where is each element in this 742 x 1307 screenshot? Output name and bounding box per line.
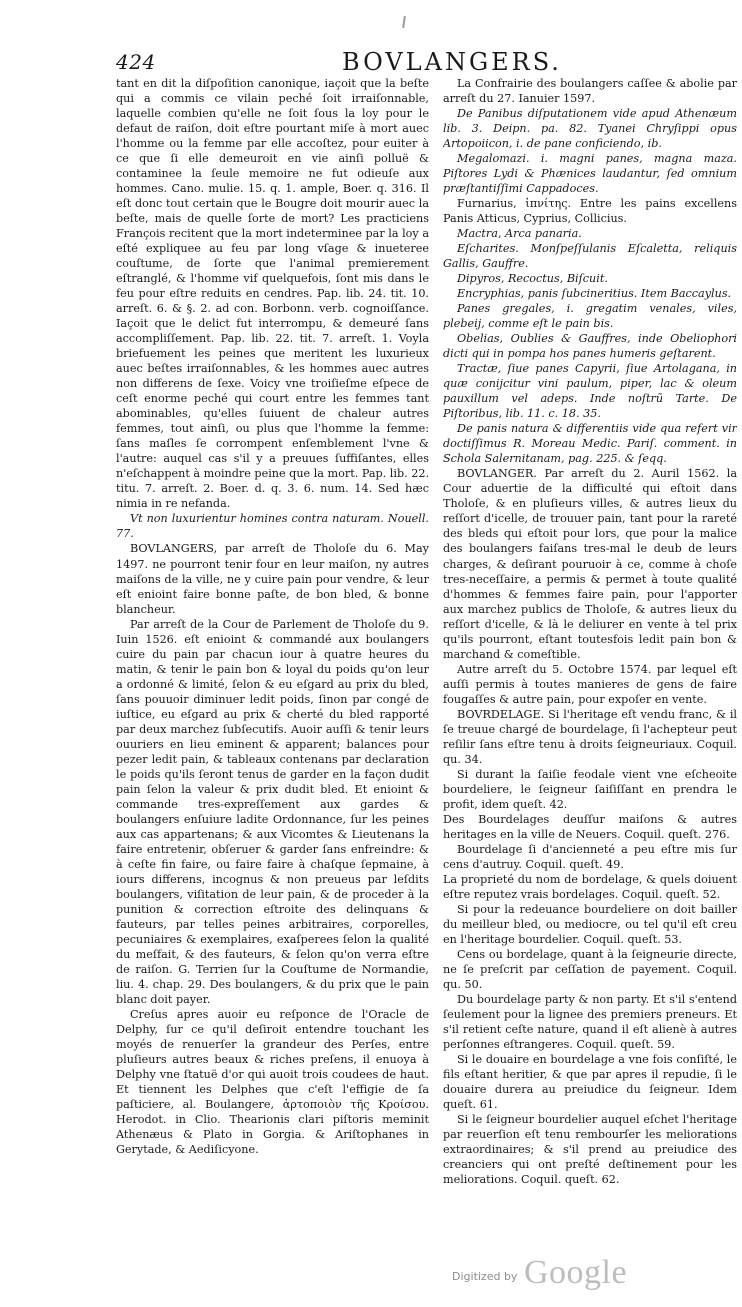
left-paragraph-5: Creſus apres auoir eu reſponce de l'Oracle de Delphy, ſur ce qu'il deſiroit entendre touchant les moyés de renuerſer la grandeur des Perſes, entre pluſieurs autres beaux & riches preſens, il enuoya à Delphy vne ſtatuë d'or qui auoit trois coudees de haut. Et tiennent les Delphes que c'eſt l'effigie de ſa paſticiere, al. Boulangere, ἀρτοποιὸν τῆς Κροίσου. Herodot. in Clio. Thearionis clari piſtoris meminit Athenæus & Plato in Gorgia. & Ariſtophanes in Gerytade, & Aediſicyone. (116, 1007, 429, 1157)
right-paragraph-16: Si durant la ſaiſie feodale vient vne eſcheoite bourdeliere, le ſeigneur ſaiſiſſant en prendra le profit, idem queſt. 42. (443, 767, 737, 811)
right-paragraph-15: BOVRDELAGE. Si l'heritage eſt vendu franc, & il ſe treuue chargé de bourdelage, ſi l'achepteur peut reſilir ſans eſtre tenu à droits ſeigneuriaux. Coquil. qu. 34. (443, 707, 737, 766)
left-paragraph-1: tant en dit la diſpoſition canonique, iaçoit que la beſte qui a commis ce vilain peché ſoit irraiſonnable, laquelle combien qu'elle ne ſoit ſous la loy pour le defaut de raiſon, doit eſtre pourtant miſe à mort auec l'homme ou la femme par elle accoſtez, pour euiter à ce que ſi elle demeuroit en vie ainſi polluë & contaminee la ſeule memoire ne fut odieuſe aux hommes. Cano. mulie. 15. q. 1. ample, Boer. q. 316. Il eſt donc tout certain que le Bougre doit mourir auec la beſte, mais de quelle ſorte de mort? Les practiciens François recitent que la mort indeterminee par la loy a eſté expliquee au feu par long vſage & inueteree couſtume, de ſorte que l'animal premierement eſtranglé, & l'homme vif quelquefois, ſont mis dans le feu pour eſtre reduits en cendres. Pap. lib. 24. tit. 10. arreſt. 6. & §. 2. ad con. Borbonn. verb. cognoiſſance. Iaçoit que le delict fut interrompu, & demeuré ſans accompliſſement. Pap. lib. 22. tit. 7. arreſt. 1. Voyla briefuement les peines que meritent les luxurieux auec beſtes irraiſonnables, & les hommes auec autres non differens de ſexe. Voicy vne troiſieſme eſpece de ceſt enorme peché qui court entre les femmes tant abominables, qu'elles ſuiuent de chaleur autres femmes, tout ainſi, ou plus que l'homme la femme: ſans maſles ſe corrompent enſemblement l'vne & l'autre: auquel cas s'il y a preuues ſuffiſantes, elles n'eſchappent à moindre peine que la mort. Pap. lib. 22. titu. 7. arreſt. 2. Boer. d. q. 3. 6. num. 14. Sed hæc nimia in re nefanda. (116, 77, 429, 511)
right-paragraph-14: Autre arreſt du 5. Octobre 1574. par lequel eſt auſſi permis à toutes manieres de gens de faire fougaſſes & autre pain, pour expoſer en vente. (443, 662, 737, 706)
right-column (443, 76, 737, 1186)
right-paragraph-8: Encryphias, panis ſubcineritius. Item Baccaylus. (457, 287, 732, 301)
right-paragraph-1: La Confrairie des boulangers caſſee & abolie par arreſt du 27. Ianuier 1597. (443, 77, 737, 106)
right-paragraph-21: Cens ou bordelage, quant à la ſeigneurie directe, ne ſe preſcrit par ceſſation de payement. Coquil. qu. 50. (443, 947, 737, 991)
right-paragraph-12: De panis natura & differentiis vide qua refert vir doctiſſimus R. Moreau Medic. Pariſ. comment. in Schola Salernitanam, pag. 225. & ſeqq. (443, 422, 737, 466)
right-paragraph-20: Si pour la redeuance bourdeliere on doit bailler du meilleur bled, ou mediocre, ou tel qu'il eſt creu en l'heritage bourdelier. Coquil. queſt. 53. (443, 902, 737, 946)
left-paragraph-2: Vt non luxurientur homines contra naturam. Nouell. 77. (116, 512, 429, 541)
right-paragraph-11: Tractæ, ſiue panes Capyrii, ſiue Artolagana, in quæ conijcitur vini paulum, piper, lac & oleum pauxillum vel adeps. Inde noſtrũ Tarte. De Piſtoribus, lib. 11. c. 18. 35. (443, 362, 737, 421)
right-paragraph-6: Eſcharites. Monſpeſſulanis Eſcaletta, reliquis Gallis, Gauffre. (443, 242, 737, 271)
watermark-prefix: Digitized by (452, 1270, 518, 1283)
right-paragraph-18: Bourdelage ſi d'ancienneté a peu eſtre mis ſur cens d'autruy. Coquil. queſt. 49. (443, 842, 737, 871)
right-paragraph-2: De Panibus diſputationem vide apud Athenæum lib. 3. Deipn. pa. 82. Tyanei Chryſippi opus Artopoiicon, i. de pane conficiendo, ib. (443, 107, 737, 151)
left-column (116, 76, 429, 1176)
running-title: BOVLANGERS. (342, 48, 562, 76)
right-paragraph-4: Furnarius, ἰπνίτης. Entre les pains excellens Panis Atticus, Cyprius, Collicius. (443, 197, 737, 226)
right-paragraph-19: La proprieté du nom de bordelage, & quels doiuent eſtre reputez vrais bordelages. Coquil. queſt. 52. (443, 872, 737, 901)
right-paragraph-13: BOVLANGER. Par arreſt du 2. Auril 1562. la Cour aduertie de la difficulté qui eſtoit dans Tholoſe, & en pluſieurs villes, & autres lieux du reſſort d'icelle, de trouuer pain, tant pour la rareté des bleds qui eſtoit pour lors, que pour la malice des boulangers faiſans tres-mal le deub de leurs charges, & deſirant pouruoir à ce, comme à choſe tres-neceſſaire, a permis & permet à toute qualité d'hommes & femmes faire pain, pour l'apporter aux marchez publics de Tholoſe, & autres lieux du reſſort d'icelle, & là le deliurer en vente à tel prix qu'ils pourront, eſtant toutesfois ledit pain bon & marchand & comeſtible. (443, 467, 737, 661)
google-digitized-watermark (452, 1256, 732, 1296)
right-paragraph-10: Obelias, Oublies & Gauffres, inde Obeliophori dicti qui in pompa hos panes humeris geſtarent. (443, 332, 737, 361)
right-paragraph-7: Dipyros, Recoctus, Biſcuit. (457, 272, 608, 286)
right-paragraph-5: Mactra, Arca panaria. (457, 227, 582, 241)
right-paragraph-3: Megalomazi. i. magni panes, magna maza. Piſtores Lydi & Phænices laudantur, ſed omnium præſtantiſſimi Cappadoces. (443, 152, 737, 196)
right-paragraph-9: Panes gregales, i. gregatim venales, viles, plebeij, comme eſt le pain bis. (443, 302, 737, 331)
right-paragraph-23: Si le douaire en bourdelage a vne fois conſiſté, le fils eſtant heritier, & que par apres il repudie, ſi le douaire durera au preiudice du ſeigneur. Idem queſt. 61. (443, 1053, 737, 1112)
google-logo: Google (524, 1254, 628, 1291)
right-paragraph-17: Des Bourdelages deuſſur maiſons & autres heritages en la ville de Neuers. Coquil. queſt. 276. (443, 812, 737, 841)
left-paragraph-4: Par arreſt de la Cour de Parlement de Tholoſe du 9. Iuin 1526. eſt enioint & commandé aux boulangers cuire du pain par chacun iour à quatre heures du matin, & tenir le pain bon & loyal du poids qu'on leur a ordonné & limité, ſelon & eu eſgard au prix du bled, ſans pouuoir diminuer ledit poids, ſinon par congé de iuſtice, eu eſgard au prix & cherté du bled rapporté par deux marchez ſubſecutifs. Auoir auſſi & tenir leurs ouuriers en lieu eminent & apparent; balances pour pezer ledit pain, & tableaux contenans par declaration le poids qu'ils ſeront tenus de garder en la façon dudit pain ſelon la valeur & prix dudit bled. Et enioint & commande tres-expreſſement aux gardes & boulangers enſuiure ladite Ordonnance, ſur les peines aux cas appartenans; & aux Vicomtes & Lieutenans la faire entretenir, obſeruer & garder ſans enfreindre: & à ceſte fin faire, ou faire faire à chaſque ſepmaine, à iours differens, incognus & non preueus par leſdits boulangers, viſitation de leur pain, & de proceder à la punition & correction eſtroite des delinquans & fauteurs, par telles peines arbitraires, corporelles, pecuniaires & exemplaires, exaſperees ſelon la qualité du meſfait, & des fauteurs, & ſelon qu'on verra eſtre de raiſon. G. Terrien ſur la Couſtume de Normandie, liu. 4. chap. 29. Des boulangers, & du prix que le pain blanc doit payer. (116, 617, 429, 1006)
right-paragraph-22: Du bourdelage party & non party. Et s'il s'entend ſeulement pour la lignee des premiers preneurs. Et s'il retient ceſte nature, quand il eſt alienè à autres perſonnes eſtrangeres. Coquil. queſt. 59. (443, 992, 737, 1051)
page-header (116, 48, 736, 76)
left-paragraph-3: BOVLANGERS, par arreſt de Tholoſe du 6. May 1497. ne pourront tenir four en leur maiſon, ny autres maiſons de la ville, ne y cuire pain pour vendre, & leur eſt enioint faire bonne paſte, de bon bled, & bonne blancheur. (116, 542, 429, 616)
ink-mark (402, 16, 406, 28)
page-number: 424 (116, 50, 156, 74)
right-paragraph-24: Si le ſeigneur bourdelier auquel eſchet l'heritage par reuerſion eſt tenu rembourſer les meliorations extraordinaires; & s'il prend au preiudice des creanciers qui ont preſté deſtinement pour les meliorations. Coquil. queſt. 62. (443, 1113, 737, 1186)
